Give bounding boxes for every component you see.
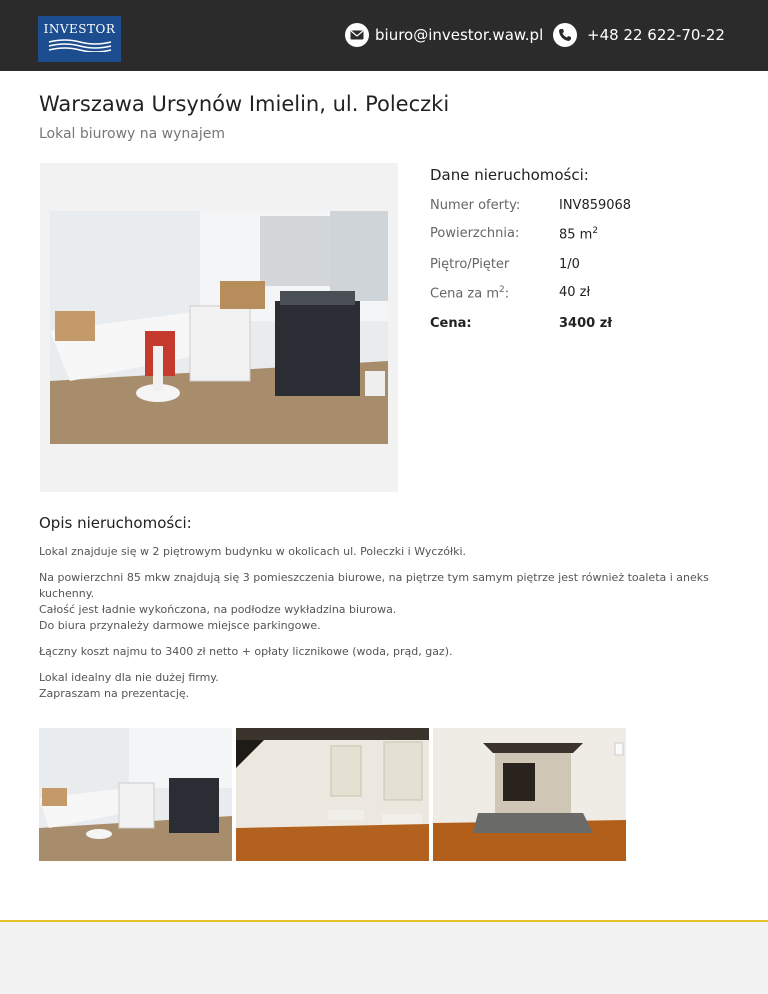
price-per-m2-label: [430, 285, 509, 301]
price-per-m2-value: 40 zł: [559, 285, 591, 300]
page-subtitle: Lokal biurowy na wynajem: [39, 126, 225, 142]
description-line: Zapraszam na prezentację.: [39, 687, 190, 700]
logo-waves-icon: [47, 38, 113, 52]
gallery-thumbnail-office[interactable]: [39, 728, 232, 861]
main-office-photo[interactable]: [50, 211, 388, 444]
area-label: Powierzchnia:: [430, 226, 520, 241]
description-paragraph: [39, 570, 729, 634]
description-paragraph: Lokal znajduje się w 2 piętrowym budynku w okolicach ul. Poleczki i Wyczółki.: [39, 545, 467, 558]
price-per-m2-superscript: 2: [499, 285, 505, 295]
area-number: 85 m: [559, 227, 593, 243]
description-line: Całość jest ładnie wykończona, na podłodze wykładzina biurowa.: [39, 603, 397, 616]
offer-number-label: Numer oferty:: [430, 198, 521, 213]
floor-value: 1/0: [559, 257, 580, 272]
description-line: Na powierzchni 85 mkw znajdują się 3 pomieszczenia biurowe, na piętrze tym samym piętrze jest również toaleta i aneks kuchenny.: [39, 571, 709, 600]
description-body: [39, 544, 729, 712]
price-value: 3400 zł: [559, 316, 613, 331]
details-heading: Dane nieruchomości:: [430, 166, 589, 184]
area-superscript: 2: [592, 226, 599, 236]
gallery-thumbnail-fireplace[interactable]: [433, 728, 626, 861]
description-paragraph: Łączny koszt najmu to 3400 zł netto + opłaty licznikowe (woda, prąd, gaz).: [39, 645, 453, 658]
gallery-thumbnail-room[interactable]: [236, 728, 429, 861]
floor-label: Piętro/Pięter: [430, 257, 510, 272]
description-paragraph: [39, 670, 729, 702]
email-link[interactable]: biuro@investor.waw.pl: [375, 26, 544, 44]
page-title: Warszawa Ursynów Imielin, ul. Poleczki: [39, 92, 450, 116]
header-bar: [0, 0, 768, 71]
email-contact[interactable]: [345, 22, 543, 48]
phone-contact[interactable]: [553, 22, 725, 48]
footer: [0, 922, 768, 994]
description-line: Do biura przynależy darmowe miejsce parkingowe.: [39, 619, 321, 632]
property-details: [430, 166, 740, 331]
offer-number-value: INV859068: [559, 198, 632, 213]
logo-text: INVESTOR: [43, 22, 116, 36]
description-heading: Opis nieruchomości:: [39, 514, 192, 532]
area-value: [559, 226, 598, 242]
main-photo-frame: [40, 163, 398, 492]
price-label: Cena:: [430, 316, 472, 331]
phone-link[interactable]: +48 22 622-70-22: [587, 26, 725, 44]
phone-icon: [553, 23, 577, 47]
photo-gallery: [39, 728, 626, 861]
price-per-m2-label-text: Cena za m: [430, 286, 499, 302]
description-line: Lokal idealny dla nie dużej firmy.: [39, 671, 219, 684]
price-per-m2-colon: :: [504, 286, 510, 302]
investor-logo[interactable]: [38, 16, 121, 62]
envelope-icon: [345, 23, 369, 47]
